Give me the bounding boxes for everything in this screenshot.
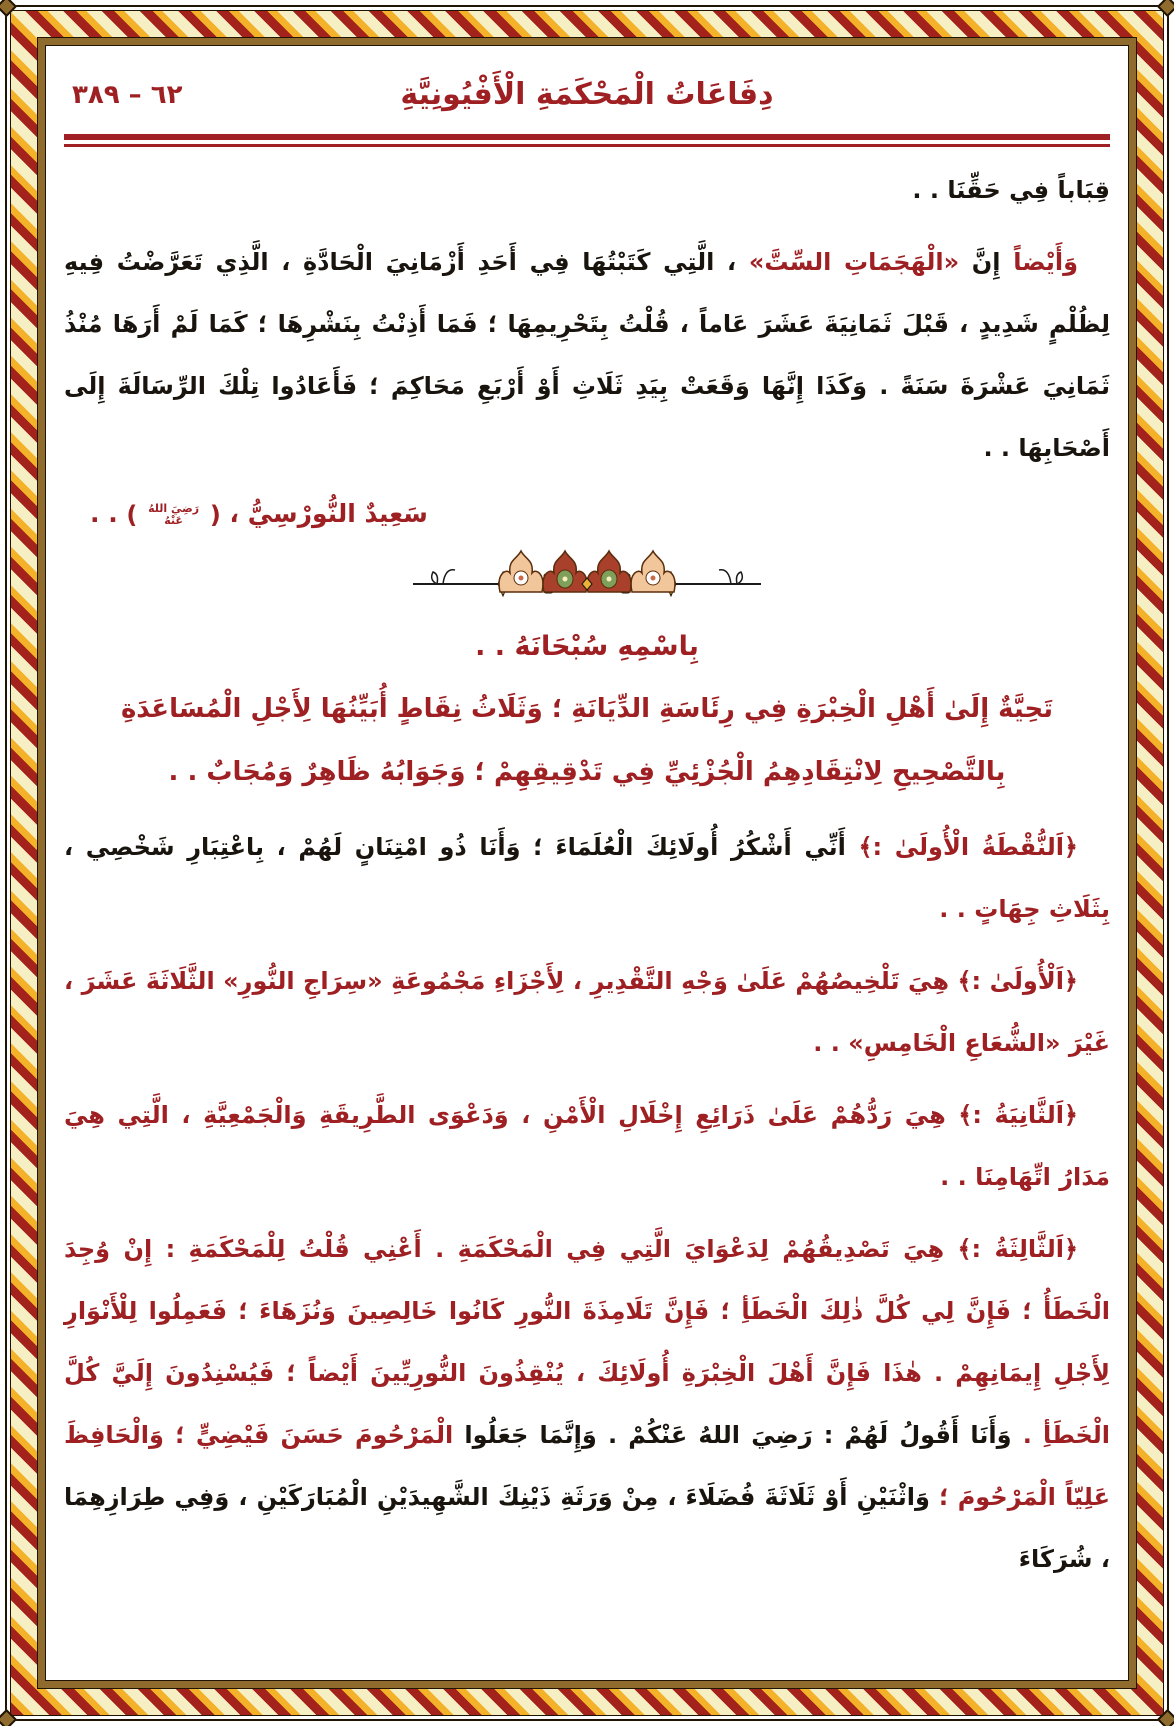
text-segment: وَاثْنَيْنِ أَوْ ثَلَاثَةَ فُضَلَاءَ ، مِنْ وَرَثَةِ ذَيْنِكَ الشَّهِيدَيْنِ الْمُبَارَكَيْنِ ، وَفِي طِرَازِهِمَا ، شُرَكَاءَ xyxy=(64,1483,1110,1573)
basmala-line: بِاسْمِهِ سُبْحَانَهُ . . xyxy=(475,631,699,662)
text-segment: وَأَنَا أَقُولُ لَهُمْ : رَضِيَ اللهُ عَنْكُمْ . وَإِنَّمَا جَعَلُوا xyxy=(453,1421,1012,1449)
greeting-line-2: بِالتَّصْحِيحِ لِانْتِقَادِهِمُ الْجُزْئِيِّ فِي تَدْقِيقِهِمْ ؛ وَجَوَابُهُ ظَاهِرٌ وَمُجَابٌ . . xyxy=(168,757,1006,787)
text-segment: أَنِّي أَشْكُرُ أُولَائِكَ الْعُلَمَاءَ ؛ وَأَنَا ذُو امْتِنَانٍ لَهُمْ ، بِاعْتِبَارِ شَخْصِي ، xyxy=(64,833,846,861)
greeting-line-1: تَحِيَّةٌ إِلَىٰ أَهْلِ الْخِبْرَةِ فِي رِئَاسَةِ الدِّيَانَةِ ؛ وَثَلَاثُ نِقَاطٍ أُبَيِّنُهَا لِأَجْلِ الْمُسَاعَدَةِ xyxy=(120,694,1054,724)
seal-paren-close: ) xyxy=(126,501,138,529)
floral-divider-icon xyxy=(407,546,767,608)
text-segment: بِثَلَاثِ جِهَاتٍ . . xyxy=(939,895,1110,923)
paragraph-first-point xyxy=(64,816,1110,940)
text-segment: إِنَّ xyxy=(959,248,1014,276)
greeting-block xyxy=(64,678,1110,804)
floral-divider-ornament xyxy=(64,546,1110,612)
paragraph-continuation xyxy=(64,159,1110,221)
author-name: سَعِيدٌ النُّورْسِيُّ ، xyxy=(229,499,428,528)
signature-trailing-dots: . . xyxy=(90,499,118,528)
signature-line xyxy=(64,489,1110,540)
paragraph-item-first xyxy=(64,950,1110,1074)
seal-paren-open: ( xyxy=(209,501,221,529)
text-segment: «الْهَجَمَاتِ السِّتَّ» xyxy=(748,248,960,276)
text-segment: وَأَيْضاً xyxy=(1013,248,1079,276)
page-title: دِفَاعَاتُ الْمَحْكَمَةِ الْأَفْيُونِيَّةِ xyxy=(400,77,774,112)
seal-text-top: رَضِيَ اللهُ xyxy=(148,501,200,515)
text-segment: ﴿اَلثَّانِيَةُ :﴾ هِيَ رَدُّهُمْ عَلَىٰ ذَرَائِعِ إِخْلَالِ الْأَمْنِ ، وَدَعْوَى الطَّرِيقَةِ وَالْجَمْعِيَّةِ ، الَّتِي هِيَ مَدَارُ اتِّهَامِنَا . . xyxy=(64,1101,1110,1191)
text-segment: ﴿اَلثَّالِثَةُ :﴾ هِيَ تَصْدِيقُهُمْ لِدَعْوَايَ الَّتِي فِي الْمَحْكَمَةِ . أَعْنِي قُلْتُ لِلْمَحْكَمَةِ : إِنْ وُجِدَ الْخَطَأُ ؛ فَإِنَّ لِي كُلَّ ذٰلِكَ الْخَطَأِ ؛ فَإِنَّ تَلَامِذَةَ النُّورِ كَانُوا خَالِصِينَ وَنُزَهَاءَ ؛ فَعَمِلُوا لِلْأَنْوَارِ لِأَجْلِ إِيمَانِهِمْ . هٰذَا فَإِنَّ أَهْلَ الْخِبْرَةِ أُولَائِكَ ، يُنْقِذُونَ النُّورِيِّينَ أَيْضاً ؛ فَيُسْنِدُونَ إِلَيَّ كُلَّ الْخَطَأِ . xyxy=(64,1235,1110,1449)
text-segment: الْمَرْحُومَ حَسَنَ فَيْضِيٍّ ؛ وَالْحَافِظَ عَلِيّاً الْمَرْحُومَ ؛ xyxy=(64,1421,1110,1511)
paragraph-item-second xyxy=(64,1084,1110,1208)
radi-allahu-anhu-seal-icon xyxy=(148,503,199,527)
text-segment: ﴿اَلْأُولَىٰ :﴾ هِيَ تَلْخِيصُهُمْ عَلَىٰ وَجْهِ التَّقْدِيرِ ، لِأَجْزَاءِ مَجْمُوعَةِ «سِرَاجِ النُّورِ» الثَّلَاثَةَ عَشَرَ ، غَيْرَ «الشُّعَاعِ الْخَامِسِ» . . xyxy=(64,967,1110,1057)
rule-thin-line xyxy=(64,144,1110,147)
paragraph-item-third xyxy=(64,1218,1110,1590)
text-segment: قِبَاباً فِي حَقِّنَا . . xyxy=(912,176,1110,204)
page-content xyxy=(45,45,1129,1681)
paragraph-six-attacks xyxy=(64,231,1110,479)
seal-text-bottom: عَنْهُ xyxy=(164,514,183,527)
rule-thick-line xyxy=(64,134,1110,140)
page-numbers: ٦٢ – ٣٨٩ xyxy=(72,80,183,110)
text-segment: ﴿اَلنُّقْطَةُ الْأُولَىٰ :﴾ xyxy=(845,833,1078,861)
page-header xyxy=(64,68,1110,122)
text-segment: ، الَّتِي كَتَبْتُهَا فِي أَحَدِ أَزْمَانِيَ الْحَادَّةِ ، الَّذِي تَعَرَّضْتُ فِيهِ لِظُلْمٍ شَدِيدٍ ، قَبْلَ ثَمَانِيَةَ عَشَرَ عَاماً ، قُلْتُ بِتَحْرِيمِهَا ؛ فَمَا أَذِنْتُ بِنَشْرِهَا ؛ كَمَا لَمْ أَرَهَا مُنْذُ ثَمَانِيَ عَشْرَةَ سَنَةً . وَكَذَا إِنَّهَا وَقَعَتْ بِيَدِ ثَلَاثِ أَوْ أَرْبَعِ مَحَاكِمَ ؛ فَأَعَادُوا تِلْكَ الرِّسَالَةَ إِلَى أَصْحَابِهَا . . xyxy=(64,248,1110,462)
header-double-rule xyxy=(64,134,1110,147)
